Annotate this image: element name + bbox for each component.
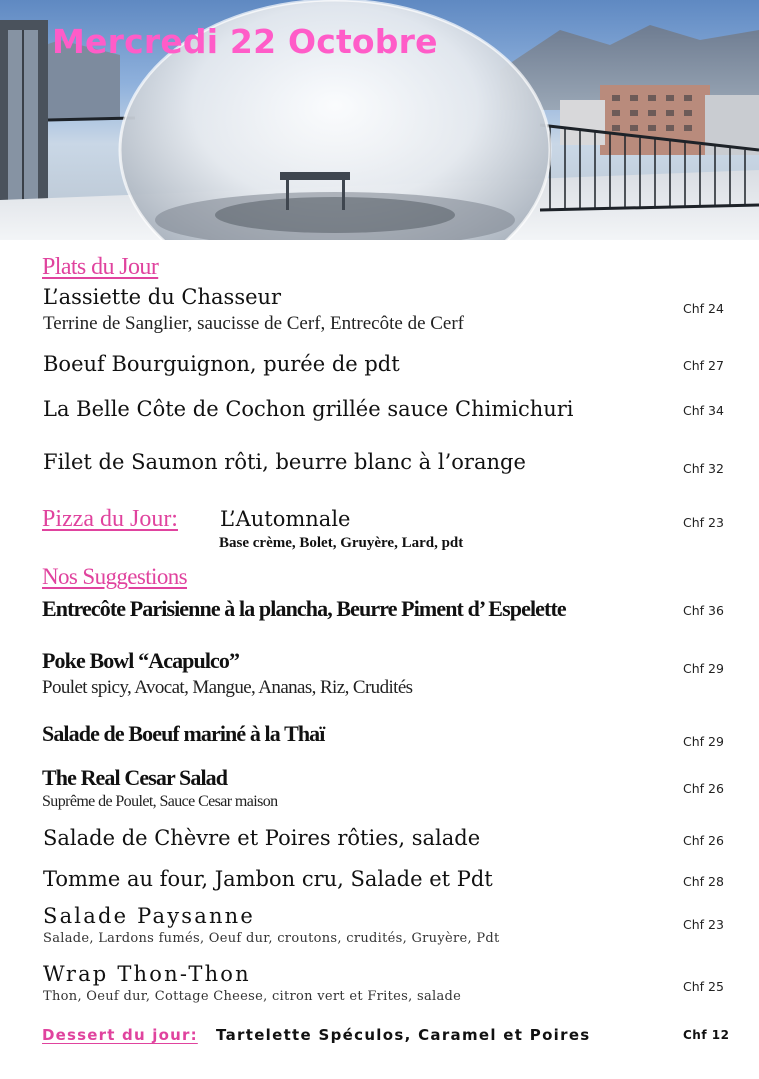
dish-name: Entrecôte Parisienne à la plancha, Beurre Piment d’ Espelette	[42, 596, 566, 621]
dish-price: Chf 26	[683, 833, 724, 848]
dish-price: Chf 24	[683, 301, 724, 316]
pizza-label: Pizza du Jour:	[42, 506, 178, 532]
dish-price: Chf 28	[683, 874, 724, 889]
dish-description: Terrine de Sanglier, saucisse de Cerf, Entrecôte de Cerf	[43, 313, 465, 334]
dish-name: L’assiette du Chasseur	[43, 285, 282, 309]
dish-name: Tomme au four, Jambon cru, Salade et Pdt	[43, 867, 493, 891]
dish-name: Boeuf Bourguignon, purée de pdt	[43, 352, 400, 376]
dish-description: Poulet spicy, Avocat, Mangue, Ananas, Riz, Crudités	[42, 677, 413, 698]
dish-price: Chf 25	[683, 979, 724, 994]
dish-price: Chf 29	[683, 734, 724, 749]
pizza-price: Chf 23	[683, 515, 724, 530]
section-heading-plats-du-jour: Plats du Jour	[42, 254, 159, 280]
dish-price: Chf 32	[683, 461, 724, 476]
dish-name: Salade Paysanne	[43, 904, 256, 928]
dish-name: Salade de Chèvre et Poires rôties, salade	[43, 826, 481, 850]
dish-name: Wrap Thon-Thon	[43, 962, 251, 986]
dish-name: The Real Cesar Salad	[42, 765, 228, 790]
hero-photo	[0, 0, 759, 240]
dish-name: Filet de Saumon rôti, beurre blanc à l’orange	[43, 450, 526, 474]
dessert-price: Chf 12	[683, 1028, 730, 1042]
pizza-name: L’Automnale	[220, 507, 351, 531]
dish-price: Chf 36	[683, 603, 724, 618]
dish-description: Thon, Oeuf dur, Cottage Cheese, citron vert et Frites, salade	[43, 989, 462, 1004]
dish-price: Chf 23	[683, 917, 724, 932]
dish-description: Salade, Lardons fumés, Oeuf dur, croutons, crudités, Gruyère, Pdt	[43, 931, 500, 946]
dish-name: Salade de Boeuf mariné à la Thaï	[42, 721, 325, 746]
dessert-label: Dessert du jour:	[42, 1026, 198, 1044]
section-heading-nos-suggestions: Nos Suggestions	[42, 564, 187, 589]
dish-name: Poke Bowl “Acapulco”	[42, 648, 240, 673]
dish-price: Chf 26	[683, 781, 724, 796]
dish-price: Chf 29	[683, 661, 724, 676]
pizza-description: Base crème, Bolet, Gruyère, Lard, pdt	[219, 535, 464, 551]
dessert-name: Tartelette Spéculos, Caramel et Poires	[216, 1026, 591, 1044]
dish-name: La Belle Côte de Cochon grillée sauce Chimichuri	[43, 397, 574, 421]
dish-price: Chf 27	[683, 358, 724, 373]
menu-date: Mercredi 22 Octobre	[52, 22, 438, 61]
dish-price: Chf 34	[683, 403, 724, 418]
dish-description: Suprême de Poulet, Sauce Cesar maison	[42, 793, 278, 810]
